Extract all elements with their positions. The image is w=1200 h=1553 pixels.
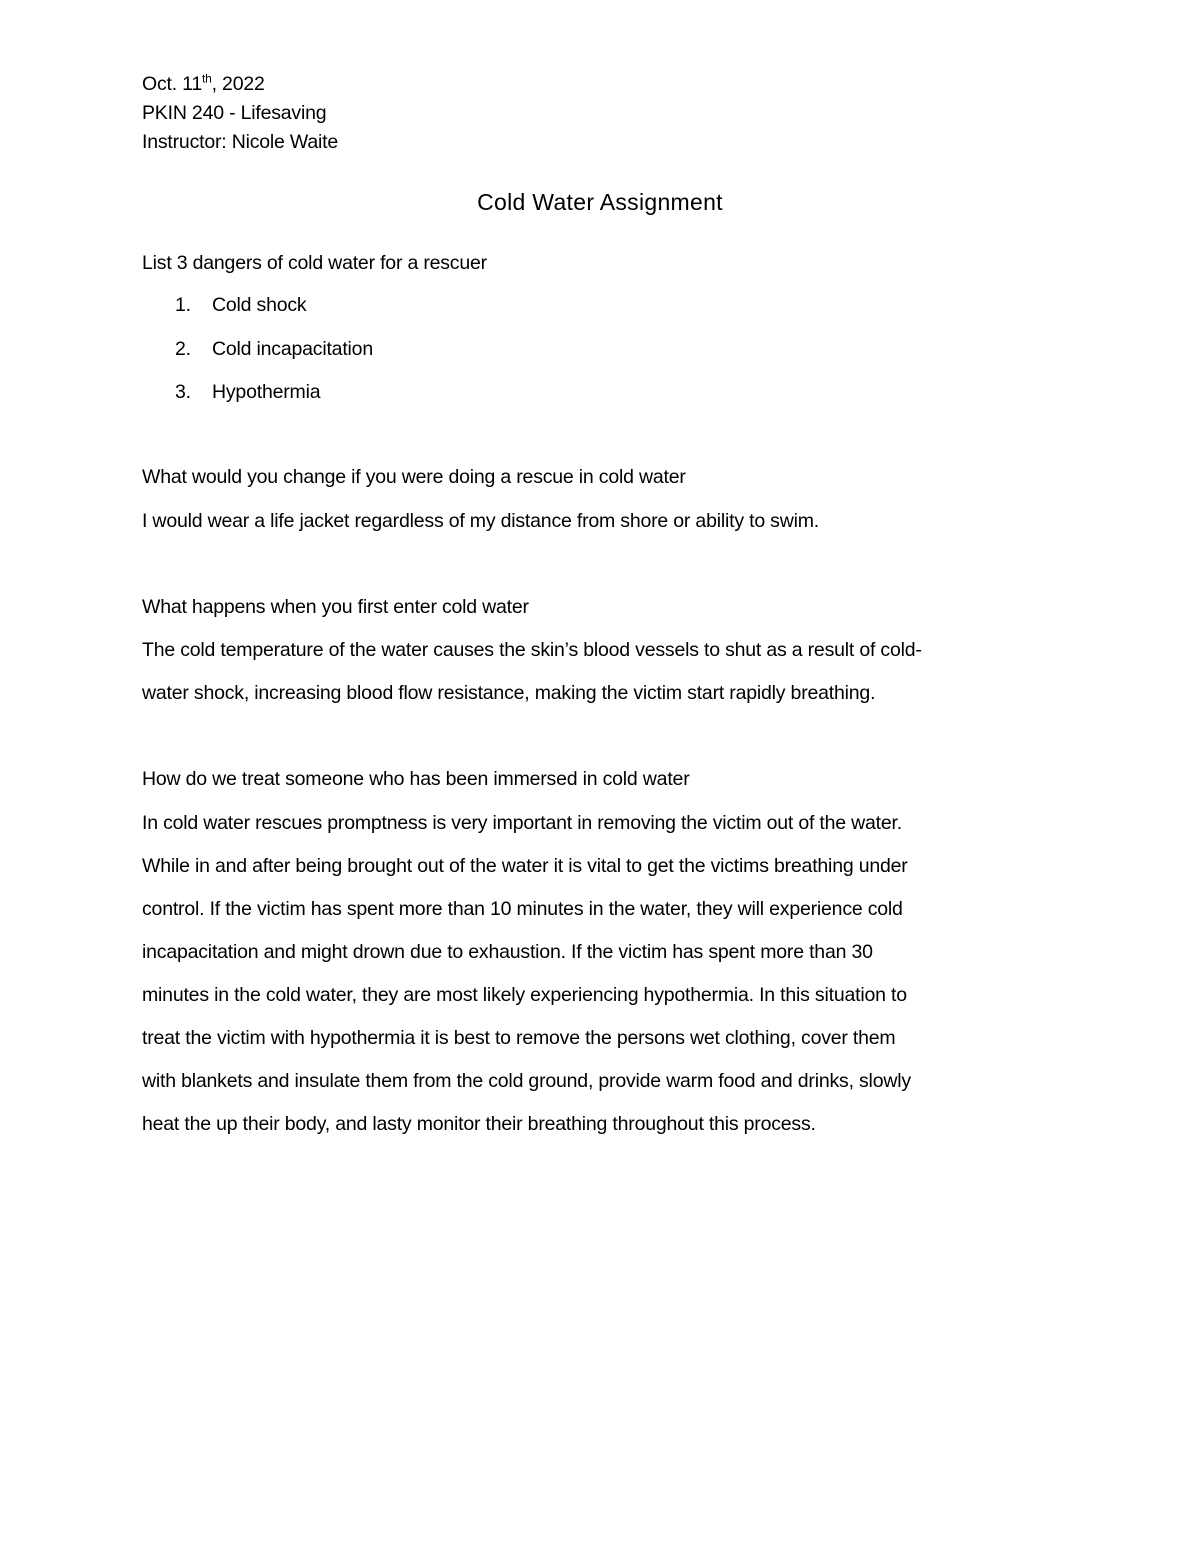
answer-line: control. If the victim has spent more than 10 minutes in the water, they will experience cold — [142, 898, 903, 920]
date-text: Oct. 11 — [142, 73, 203, 95]
answer-line: water shock, increasing blood flow resistance, making the victim start rapidly breathing. — [142, 682, 876, 704]
page-title: Cold Water Assignment — [477, 189, 723, 215]
answer-line: treat the victim with hypothermia it is best to remove the persons wet clothing, cover them — [142, 1027, 896, 1049]
question-4: How do we treat someone who has been immersed in cold water — [142, 768, 690, 790]
course-line: PKIN 240 - Lifesaving — [142, 102, 327, 124]
date-superscript: th — [202, 71, 212, 86]
list-item: 1. Cold shock — [175, 294, 307, 316]
instructor-line: Instructor: Nicole Waite — [142, 131, 339, 153]
list-item: 2. Cold incapacitation — [175, 338, 373, 360]
date-year: , 2022 — [211, 73, 265, 95]
answer-line: The cold temperature of the water causes the skin’s blood vessels to shut as a result of cold- — [142, 639, 922, 661]
answer-line: While in and after being brought out of the water it is vital to get the victims breathing under — [142, 855, 908, 877]
answer-line: heat the up their body, and lasty monitor their breathing throughout this process. — [142, 1113, 816, 1135]
answer-line: with blankets and insulate them from the cold ground, provide warm food and drinks, slowly — [142, 1070, 911, 1092]
answer-line: incapacitation and might drown due to exhaustion. If the victim has spent more than 30 — [142, 941, 873, 963]
date-line — [142, 71, 265, 97]
answer-line: In cold water rescues promptness is very important in removing the victim out of the water. — [142, 812, 902, 834]
question-3: What happens when you first enter cold water — [142, 596, 529, 618]
answer-line: I would wear a life jacket regardless of my distance from shore or ability to swim. — [142, 510, 820, 532]
list-item: 3. Hypothermia — [175, 381, 321, 403]
question-2: What would you change if you were doing a rescue in cold water — [142, 466, 686, 488]
question-1: List 3 dangers of cold water for a rescuer — [142, 252, 487, 274]
answer-line: minutes in the cold water, they are most likely experiencing hypothermia. In this situation to — [142, 984, 907, 1006]
